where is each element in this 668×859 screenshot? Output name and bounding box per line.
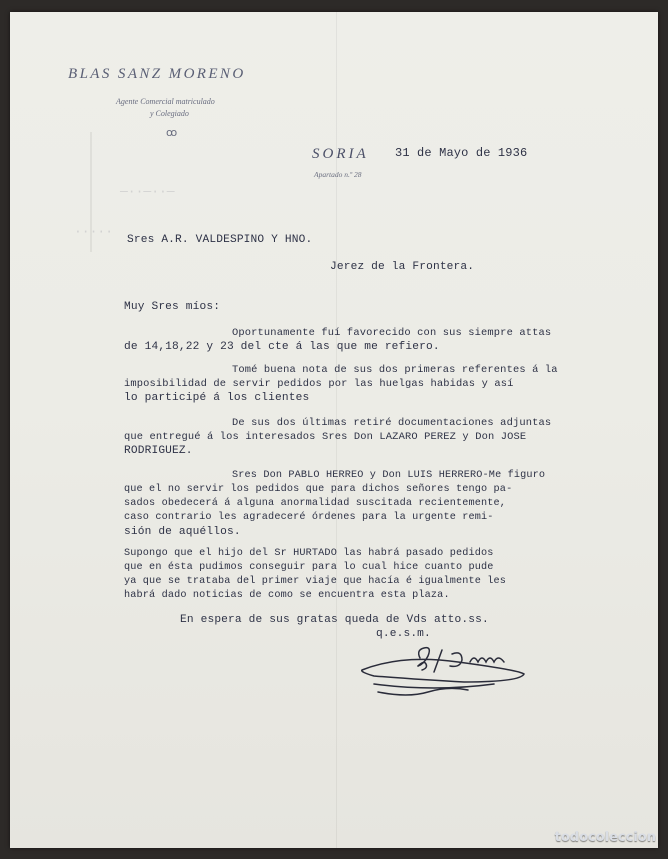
letter-sheet — [10, 12, 658, 848]
body-line: caso contrario les agradeceré órdenes para la urgente remi- — [124, 512, 494, 523]
faded-stamp: ····· — [74, 224, 114, 239]
body-line: que el no servir los pedidos que para dichos señores tengo pa- — [124, 484, 513, 495]
recipient-name: Sres A.R. VALDESPINO Y HNO. — [127, 234, 313, 246]
body-line: Sres Don PABLO HERREO y Don LUIS HERRERO-Me figuro — [232, 470, 546, 481]
watermark: todocoleccion — [554, 830, 656, 845]
letter-date: 31 de Mayo de 1936 — [395, 146, 528, 160]
body-line: Tomé buena nota de sus dos primeras referentes á la — [232, 364, 558, 376]
salutation: Muy Sres míos: — [124, 301, 221, 313]
body-line: que entregué á los interesados Sres Don LAZARO PEREZ y Don JOSE — [124, 431, 527, 443]
closing-line: En espera de sus gratas queda de Vds atto.ss. — [180, 614, 489, 626]
body-line: sión de aquéllos. — [124, 526, 241, 538]
po-box: Apartado n.º 28 — [314, 170, 362, 179]
body-line: RODRIGUEZ. — [124, 445, 193, 457]
body-line: de 14,18,22 y 23 del cte á las que me refiero. — [124, 341, 440, 353]
body-line: De sus dos últimas retiré documentaciones adjuntas — [232, 417, 552, 429]
closing-abbrev: q.e.s.m. — [376, 628, 431, 640]
body-line: lo participé á los clientes — [124, 392, 310, 404]
body-line: Supongo que el hijo del Sr HURTADO las habrá pasado pedidos — [124, 548, 494, 559]
body-line: ya que se trataba del primer viaje que hacía é igualmente les — [124, 576, 507, 587]
signature — [360, 640, 530, 705]
emblem-icon: ꝏ — [166, 126, 178, 139]
company-subtitle: y Colegiado — [150, 109, 189, 118]
body-line: habrá dado noticias de como se encuentra esta plaza. — [124, 590, 450, 601]
company-name: BLAS SANZ MORENO — [68, 66, 246, 82]
recipient-location: Jerez de la Frontera. — [330, 261, 475, 273]
fold-line — [336, 12, 337, 848]
body-line: Oportunamente fuí favorecido con sus siempre attas — [232, 327, 552, 339]
city-name: SORIA — [312, 146, 369, 162]
body-line: imposibilidad de servir pedidos por las huelgas habidas y así — [124, 378, 514, 390]
company-subtitle: Agente Comercial matriculado — [116, 97, 215, 106]
body-line: que en ésta pudimos conseguir para lo cual hice cuanto pude — [124, 562, 494, 573]
faded-stamp: —··—··— — [120, 184, 175, 199]
body-line: sados obedecerá á alguna anormalidad suscitada recientemente, — [124, 498, 507, 509]
